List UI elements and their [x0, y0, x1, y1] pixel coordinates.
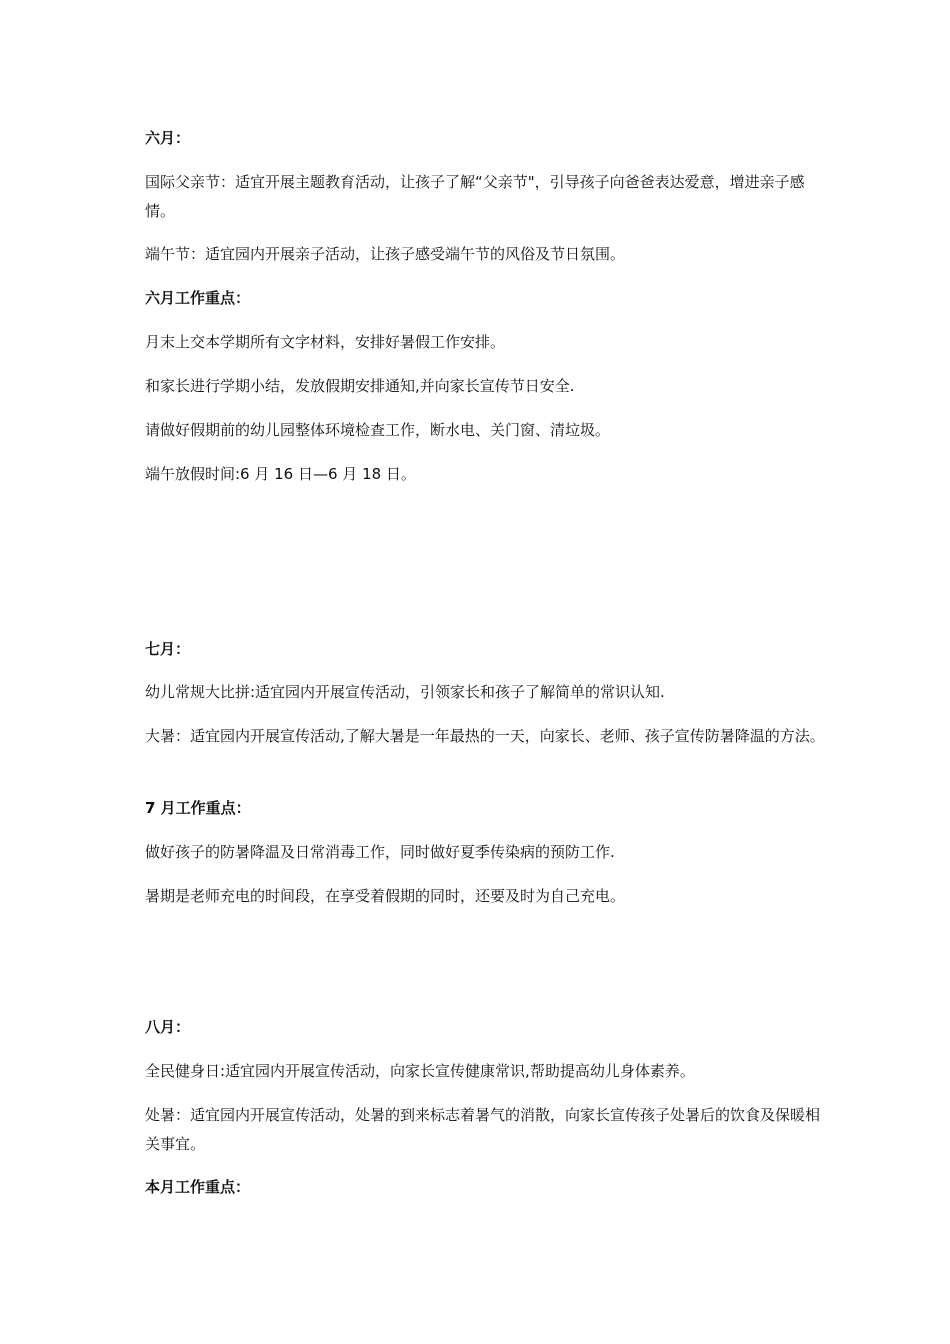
july-focus-item: 做好孩子的防暑降温及日常消毒工作，同时做好夏季传染病的预防工作. [145, 843, 615, 861]
june-heading: 六月： [145, 129, 191, 147]
august-heading: 八月： [145, 1018, 191, 1036]
june-focus-item: 端午放假时间:6 月 16 日—6 月 18 日。 [145, 465, 416, 483]
july-heading: 七月： [145, 640, 191, 658]
june-focus-item: 和家长进行学期小结，发放假期安排通知,并向家长宣传节日安全. [145, 377, 575, 395]
july-paragraph-great-heat: 大暑：适宜园内开展宣传活动,了解大暑是一年最热的一天，向家长、老师、孩子宣传防暑降温的方法。 [145, 727, 825, 745]
august-focus-heading: 本月工作重点： [145, 1178, 251, 1196]
june-paragraph-dragon-boat: 端午节：适宜园内开展亲子活动，让孩子感受端午节的风俗及节日氛围。 [145, 245, 626, 263]
august-paragraph-fitness-day: 全民健身日:适宜园内开展宣传活动，向家长宣传健康常识,帮助提高幼儿身体素养。 [145, 1062, 695, 1080]
june-focus-heading: 六月工作重点： [145, 289, 251, 307]
june-focus-item: 请做好假期前的幼儿园整体环境检查工作，断水电、关门窗、清垃圾。 [145, 421, 611, 439]
june-paragraph-fathers-day: 国际父亲节：适宜开展主题教育活动，让孩子了解“父亲节"，引导孩子向爸爸表达爱意，增进亲子感情。 [145, 173, 805, 220]
june-focus-item: 月末上交本学期所有文字材料，安排好暑假工作安排。 [145, 333, 506, 351]
august-paragraph-end-of-heat: 处暑：适宜园内开展宣传活动，处暑的到来标志着暑气的消散，向家长宣传孩子处暑后的饮食及保暖相关事宜。 [145, 1106, 821, 1153]
july-focus-heading: 7 月工作重点： [145, 799, 251, 817]
july-focus-item: 暑期是老师充电的时间段，在享受着假期的同时，还要及时为自己充电。 [145, 887, 626, 905]
july-paragraph-routine-contest: 幼儿常规大比拼:适宜园内开展宣传活动，引领家长和孩子了解简单的常识认知. [145, 683, 665, 701]
